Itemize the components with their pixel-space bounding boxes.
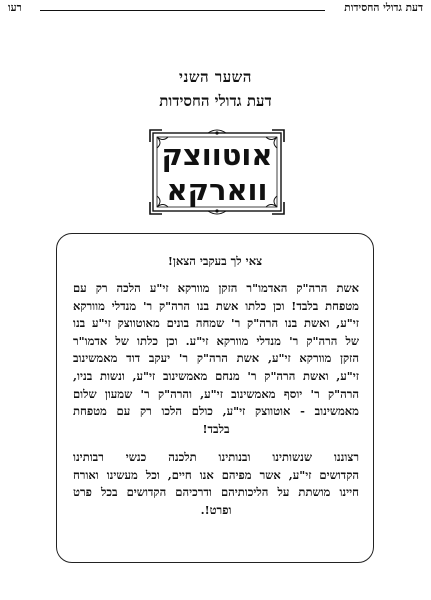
- text-line: אשת הרה"ק האדמו"ר הזקן מוורקא זי"ע הלכה רק עם: [73, 281, 359, 295]
- text-line: בלבד!: [202, 421, 230, 436]
- text-line: רצוננו שנשותינו ובנותינו תלכנה כנשי רבותינו: [73, 450, 359, 464]
- text-line: ופרט!.: [200, 502, 232, 517]
- text-line: זי"ע, ואשת בנו הרה"ק ר' שמחה בונים מאוטווצק זי"ע בנו: [73, 316, 359, 331]
- text-line: מטפחת בלבד! וכן כלתו אשת בנו הרה"ק ר' מנדלי מוורקא: [73, 298, 359, 313]
- section-number-heading: השער השני: [179, 68, 252, 86]
- text-line: של הרה"ק ר' מנדלי מוורקא זי"ע. וכן כלתו של אדמו"ר: [73, 333, 359, 348]
- section-name-heading: דעת גדולי החסידות: [159, 92, 272, 110]
- page-number: רעו: [8, 2, 22, 14]
- paragraph-1: [73, 280, 359, 438]
- frame-title-line-1: אוטווצק: [161, 138, 273, 172]
- running-header-rule: [40, 10, 325, 11]
- text-line: זי"ע, ואשת הרה"ק ר' מנחם מאמשינוב זי"ע, ונשות בניו,: [73, 368, 359, 383]
- ornamental-title-frame: [148, 128, 286, 216]
- text-line: מאמשינוב - אוטווצק זי"ע, כולם הלכו רק עם מטפחת: [73, 404, 359, 419]
- paragraph-2: [73, 449, 359, 519]
- running-header-title: דעת גדולי החסידות: [344, 2, 423, 14]
- running-header: [6, 2, 425, 16]
- frame-title-line-2: ווארקא: [166, 173, 268, 207]
- text-line: הזקן מוורקא זי"ע, אשת הרה"ק ר' יעקב דוד מאמשינוב: [73, 351, 359, 366]
- text-line: הרה"ק ר' יוסף מאמשינוב זי"ע, והרה"ק ר' שמעון שלום: [73, 386, 359, 401]
- box-heading: צאי לך בעקבי הצאן!: [167, 254, 263, 268]
- text-line: הקדושים זי"ע, אשר מפיהם אנו חיים, וכל מעשינו ואורח: [73, 467, 359, 482]
- quote-text-box: [56, 233, 374, 563]
- text-line: חיינו מושתת על הליכותיהם ודרכיהם הקדושים בכל פרט: [73, 485, 359, 500]
